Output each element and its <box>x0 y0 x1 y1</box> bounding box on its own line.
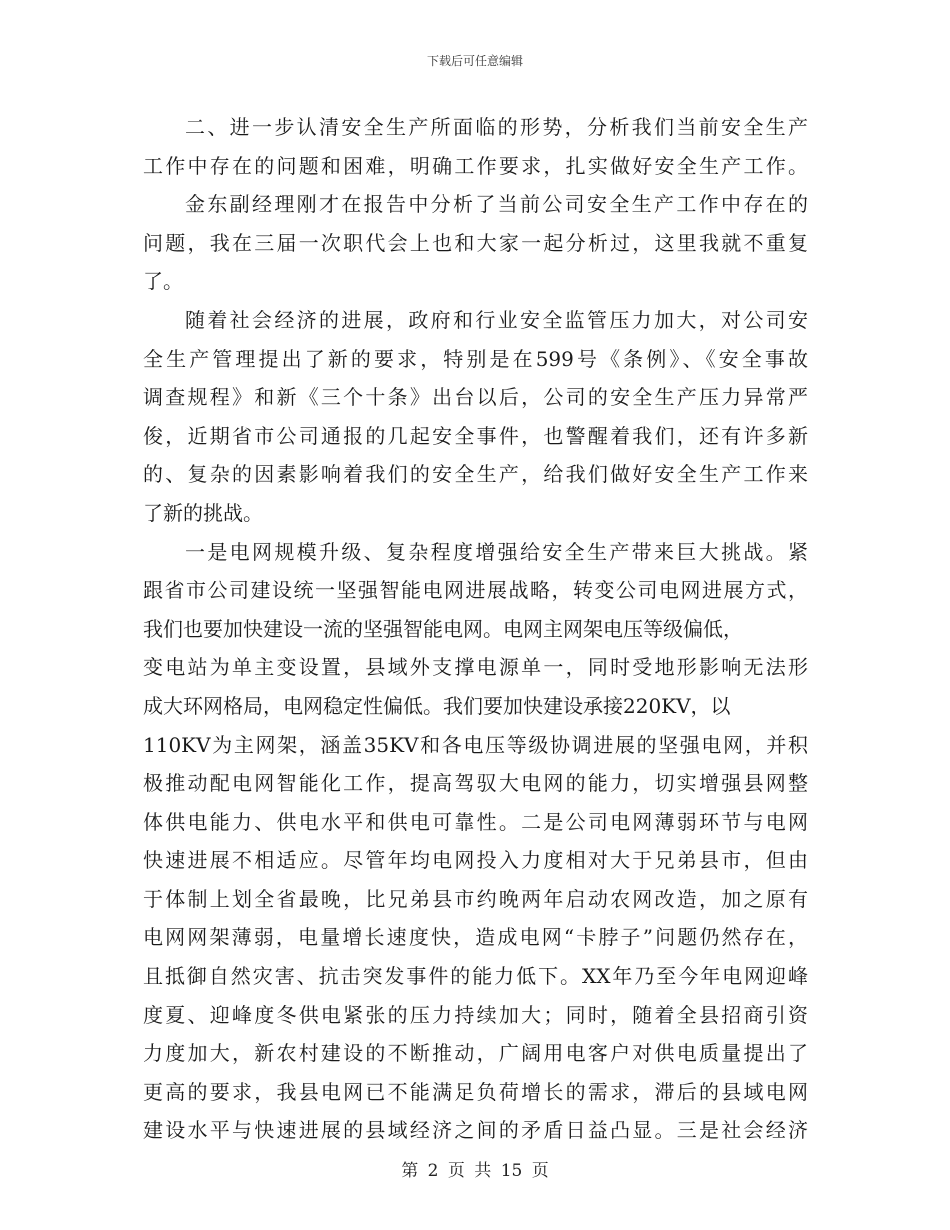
text-line: 二、进一步认清安全生产所面临的形势，分析我们当前安全生产 <box>185 115 808 139</box>
text-line: 金东副经理刚才在报告中分析了当前公司安全生产工作中存在的 <box>185 192 808 217</box>
text-line: 于体制上划全省最晚，比兄弟县市约晚两年启动农网改造，加之原有 <box>143 886 808 911</box>
text-line: 且抵御自然灾害、抗击突发事件的能力低下。XX年乃至今年电网迎峰 <box>143 964 808 989</box>
text-line: 问题，我在三届一次职代会上也和大家一起分析过，这里我就不重复 <box>143 230 808 255</box>
text-line: 我们也要加快建设一流的坚强智能电网。电网主网架电压等级偏低， <box>143 616 743 641</box>
text-line: 成大环网格局，电网稳定性偏低。我们要加快建设承接220KV，以 <box>143 693 731 718</box>
text-line: 体供电能力、供电水平和供电可靠性。二是公司电网薄弱环节与电网 <box>143 809 808 834</box>
text-line: 电网网架薄弱，电量增长速度快，造成电网“卡脖子”问题仍然存在， <box>143 925 808 950</box>
text-line: 调查规程》和新《三个十条》出台以后，公司的安全生产压力异常严 <box>143 385 808 410</box>
text-line: 俊，近期省市公司通报的几起安全事件，也警醒着我们，还有许多新 <box>143 423 808 448</box>
text-line: 全生产管理提出了新的要求，特别是在599号《条例》、《安全事故 <box>143 346 808 371</box>
text-line: 一是电网规模升级、复杂程度增强给安全生产带来巨大挑战。紧 <box>185 539 808 564</box>
text-line: 极推动配电网智能化工作，提高驾驭大电网的能力，切实增强县网整 <box>143 771 808 796</box>
page-header: 下载后可任意编辑 <box>426 54 523 68</box>
text-line: 跟省市公司建设统一坚强智能电网进展战略，转变公司电网进展方式， <box>143 578 808 603</box>
text-line: 度夏、迎峰度冬供电紧张的压力持续加大；同时，随着全县招商引资 <box>143 1002 808 1027</box>
text-line: 的、复杂的因素影响着我们的安全生产，给我们做好安全生产工作来 <box>143 462 808 487</box>
text-line: 建设水平与快速进展的县域经济之间的矛盾日益凸显。三是社会经济 <box>143 1118 808 1143</box>
text-line: 了。 <box>143 269 183 294</box>
text-line: 更高的要求，我县电网已不能满足负荷增长的需求，滞后的县域电网 <box>143 1079 808 1104</box>
text-line: 快速进展不相适应。尽管年均电网投入力度相对大于兄弟县市，但由 <box>143 848 808 873</box>
text-line: 110KV为主网架，涵盖35KV和各电压等级协调进展的坚强电网，并积 <box>143 732 808 757</box>
text-line: 随着社会经济的进展，政府和行业安全监管压力加大，对公司安 <box>185 307 808 332</box>
page-footer: 第 2 页 共 15 页 <box>401 1161 549 1181</box>
text-line: 了新的挑战。 <box>143 500 263 525</box>
text-line: 力度加大，新农村建设的不断推动，广阔用电客户对供电质量提出了 <box>143 1041 808 1066</box>
text-line: 工作中存在的问题和困难，明确工作要求，扎实做好安全生产工作。 <box>143 153 808 178</box>
text-line: 变电站为单主变设置，县域外支撑电源单一，同时受地形影响无法形 <box>143 655 808 680</box>
document-body <box>143 108 808 1150</box>
